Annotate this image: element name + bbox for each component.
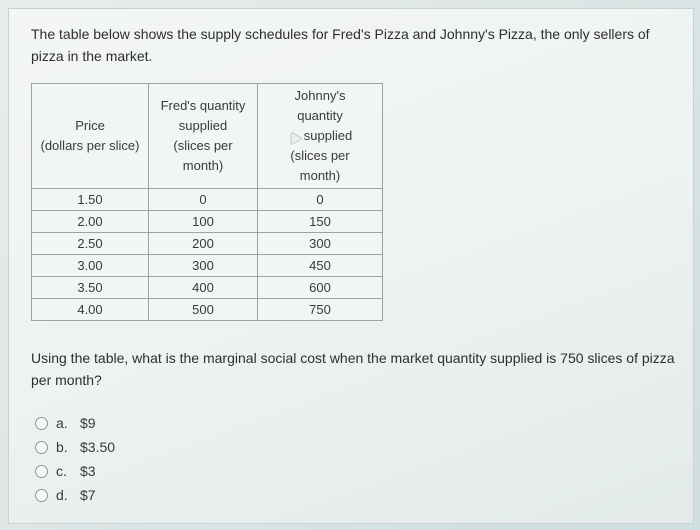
option-letter: d. [56, 487, 68, 503]
option-letter: a. [56, 415, 68, 431]
radio-button[interactable] [35, 489, 48, 502]
radio-button[interactable] [35, 417, 48, 430]
table-row [32, 255, 383, 277]
option-letter: c. [56, 463, 67, 479]
johnny-quantity-cell: 450 [258, 255, 383, 277]
header-johnny-quantity [258, 84, 383, 189]
answer-options [35, 411, 115, 507]
question-text: Using the table, what is the marginal social cost when the market quantity supplied is 750 slices of pizza per month? [31, 350, 675, 388]
johnny-quantity-cell: 750 [258, 299, 383, 321]
table-row [32, 211, 383, 233]
header-price [32, 84, 149, 189]
option-text: $3 [80, 463, 96, 479]
johnny-quantity-cell: 150 [258, 211, 383, 233]
header-johnny-line: supplied [303, 128, 353, 143]
fred-quantity-cell: 500 [149, 299, 258, 321]
table-row [32, 299, 383, 321]
option-text: $3.50 [80, 439, 116, 455]
option-letter: b. [56, 439, 68, 455]
header-fred-line: month) [182, 158, 224, 173]
supply-schedule-table [31, 83, 383, 321]
johnny-quantity-cell: 300 [258, 233, 383, 255]
header-price-line: Price [75, 118, 105, 133]
price-cell: 3.50 [32, 277, 149, 299]
johnny-quantity-cell: 600 [258, 277, 383, 299]
header-johnny-line: Johnny's [294, 88, 346, 103]
mouse-cursor-icon [286, 129, 301, 144]
price-cell: 3.00 [32, 255, 149, 277]
table-row [32, 189, 383, 211]
fred-quantity-cell: 400 [149, 277, 258, 299]
answer-option-c[interactable] [35, 459, 115, 483]
option-text: $7 [80, 487, 96, 503]
header-price-line: (dollars per slice) [40, 138, 140, 153]
question-panel [8, 8, 694, 524]
radio-button[interactable] [35, 441, 48, 454]
table-row [32, 277, 383, 299]
answer-option-b[interactable] [35, 435, 115, 459]
header-fred-line: Fred's quantity [160, 98, 246, 113]
header-johnny-line: quantity [297, 108, 343, 123]
header-fred-line: supplied [178, 118, 228, 133]
question-intro: The table below shows the supply schedules for Fred's Pizza and Johnny's Pizza, the only sellers of pizza in the market. [31, 26, 650, 64]
table-row [32, 233, 383, 255]
header-fred-quantity [149, 84, 258, 189]
answer-option-d[interactable] [35, 483, 115, 507]
price-cell: 1.50 [32, 189, 149, 211]
fred-quantity-cell: 200 [149, 233, 258, 255]
price-cell: 2.50 [32, 233, 149, 255]
fred-quantity-cell: 100 [149, 211, 258, 233]
header-johnny-line: month) [299, 168, 341, 183]
fred-quantity-cell: 0 [149, 189, 258, 211]
price-cell: 4.00 [32, 299, 149, 321]
option-text: $9 [80, 415, 96, 431]
answer-option-a[interactable] [35, 411, 115, 435]
radio-button[interactable] [35, 465, 48, 478]
johnny-quantity-cell: 0 [258, 189, 383, 211]
price-cell: 2.00 [32, 211, 149, 233]
fred-quantity-cell: 300 [149, 255, 258, 277]
header-johnny-line: (slices per [290, 148, 350, 163]
header-fred-line: (slices per [173, 138, 233, 153]
header-johnny-line-with-cursor [264, 126, 376, 146]
